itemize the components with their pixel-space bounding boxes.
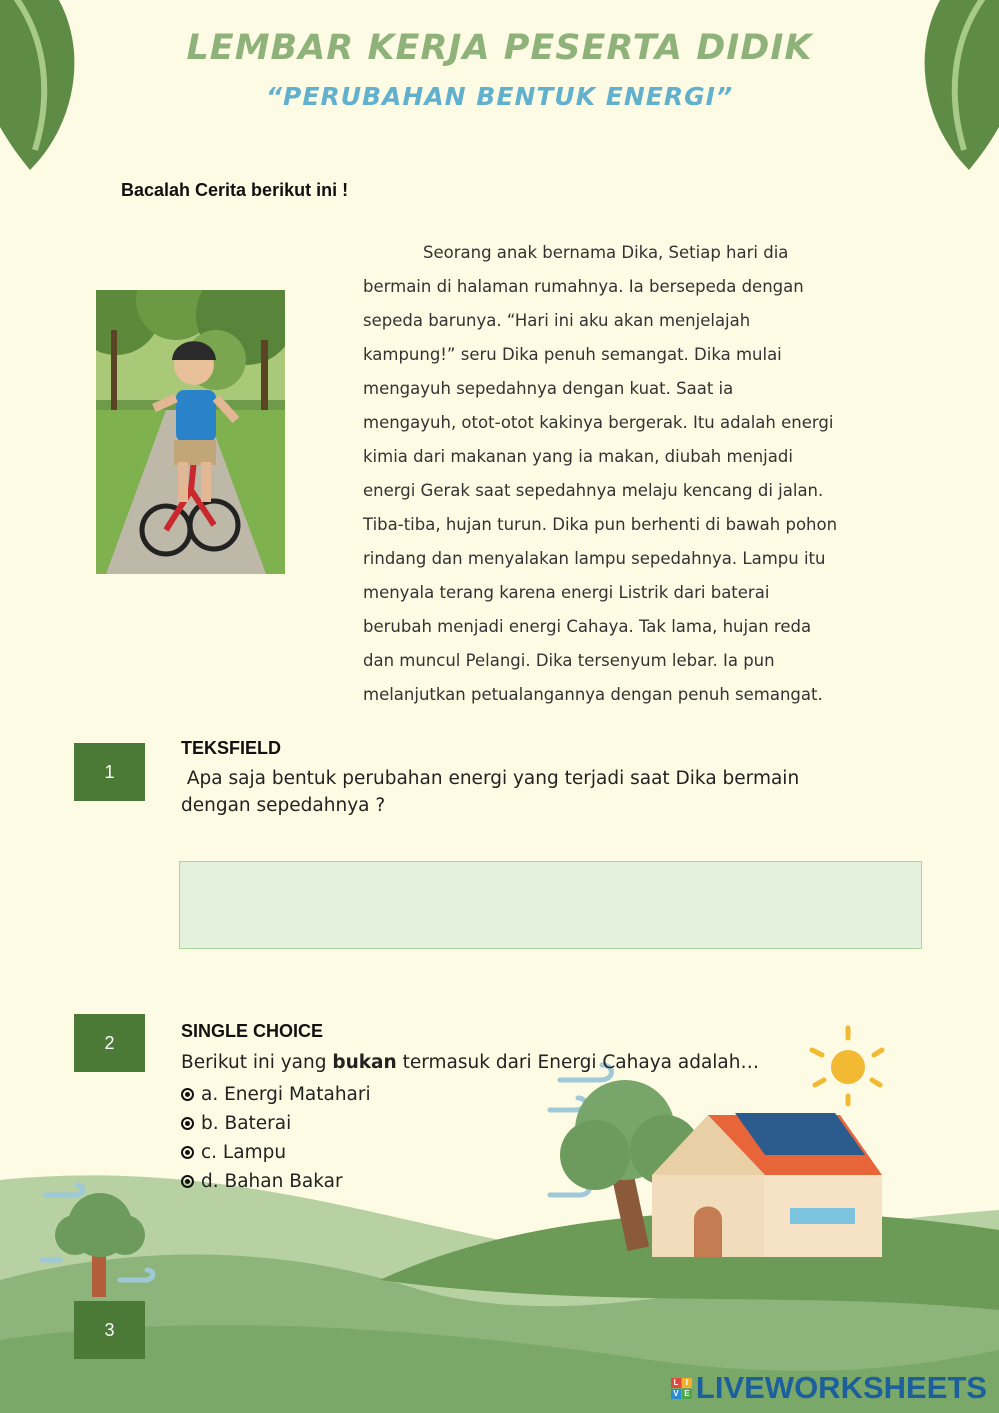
option-b[interactable] [181, 1109, 371, 1138]
story-line: kampung!” seru Dika penuh semangat. Dika mulai [363, 345, 782, 364]
question-2-type: SINGLE CHOICE [181, 1021, 324, 1041]
page-subtitle: “PERUBAHAN BENTUK ENERGI” [265, 82, 734, 111]
question-number-2: 2 [74, 1014, 145, 1072]
story-line: bermain di halaman rumahnya. Ia bersepeda dengan [363, 277, 804, 296]
liveworksheets-brand [671, 1370, 987, 1406]
question-1-text [181, 765, 799, 819]
liveworksheets-logo-icon [671, 1378, 692, 1399]
brand-name: LIVEWORKSHEETS [695, 1370, 987, 1405]
radio-button-icon[interactable] [181, 1117, 194, 1130]
logo-letter: E [682, 1389, 692, 1399]
question-2-text-part: termasuk dari Energi Cahaya adalah… [396, 1052, 759, 1073]
logo-letter: I [682, 1378, 692, 1388]
story-line: berubah menjadi energi Cahaya. Tak lama, hujan reda [363, 617, 812, 636]
question-2-text [181, 1049, 759, 1076]
logo-letter: V [671, 1389, 681, 1399]
reading-instruction: Bacalah Cerita berikut ini ! [121, 180, 349, 200]
answer-text-field[interactable] [179, 861, 922, 949]
radio-button-icon[interactable] [181, 1175, 194, 1188]
story-line: Tiba-tiba, hujan turun. Dika pun berhenti di bawah pohon [363, 515, 838, 534]
radio-button-icon[interactable] [181, 1088, 194, 1101]
answer-options [181, 1080, 371, 1196]
option-label: d. Bahan Bakar [201, 1171, 343, 1192]
story-line: dan muncul Pelangi. Dika tersenyum lebar. Ia pun [363, 651, 775, 670]
question-1-text-line: Apa saja bentuk perubahan energi yang terjadi saat Dika bermain [181, 768, 800, 789]
story-line: mengayuh sepedahnya dengan kuat. Saat ia [363, 379, 734, 398]
page-title: LEMBAR KERJA PESERTA DIDIK [186, 28, 813, 68]
story-line: melanjutkan petualangannya dengan penuh semangat. [363, 685, 823, 704]
story-text [363, 236, 883, 712]
option-label: a. Energi Matahari [201, 1084, 371, 1105]
question-number-1: 1 [74, 743, 145, 801]
option-a[interactable] [181, 1080, 371, 1109]
story-line: mengayuh, otot-otot kakinya bergerak. Itu adalah energi [363, 413, 834, 432]
story-line: sepeda barunya. “Hari ini aku akan menjelajah [363, 311, 751, 330]
story-line: energi Gerak saat sepedahnya melaju kencang di jalan. [363, 481, 824, 500]
logo-letter: L [671, 1378, 681, 1388]
question-2-text-part: Berikut ini yang [181, 1052, 333, 1073]
story-line: menyala terang karena energi Listrik dari baterai [363, 583, 770, 602]
question-1-type: TEKSFIELD [181, 738, 282, 758]
story-line: Seorang anak bernama Dika, Setiap hari dia [423, 243, 789, 262]
question-number-3: 3 [74, 1301, 145, 1359]
radio-button-icon[interactable] [181, 1146, 194, 1159]
question-1-text-line: dengan sepedahnya ? [181, 795, 386, 816]
option-d[interactable] [181, 1167, 371, 1196]
option-c[interactable] [181, 1138, 371, 1167]
option-label: b. Baterai [201, 1113, 292, 1134]
story-line: kimia dari makanan yang ia makan, diubah menjadi [363, 447, 793, 466]
boy-cycling-illustration [96, 290, 285, 574]
question-2-emphasis: bukan [332, 1052, 397, 1073]
story-line: rindang dan menyalakan lampu sepedahnya. Lampu itu [363, 549, 826, 568]
option-label: c. Lampu [201, 1142, 287, 1163]
